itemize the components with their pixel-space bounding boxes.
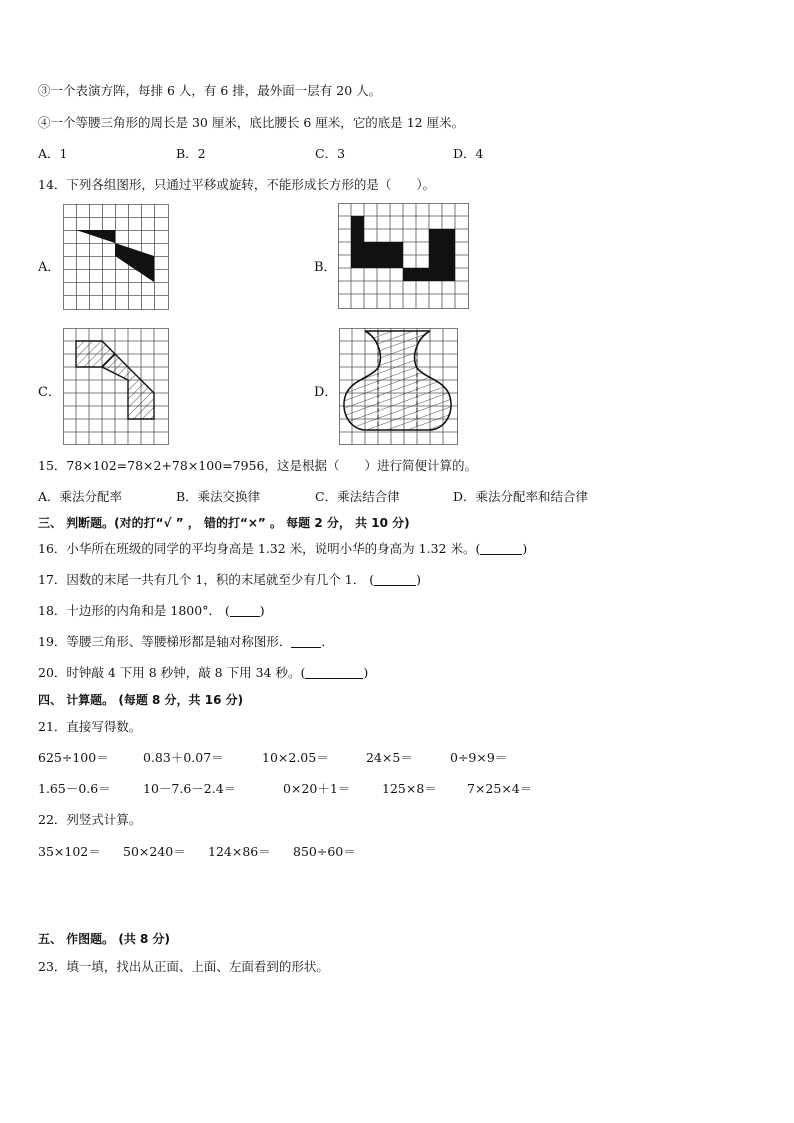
shape-a-triangle [76,230,115,243]
q17 [38,572,421,588]
q13-option-a[interactable]: A．1 [38,146,68,161]
q15-option-c[interactable]: C．乘法结合律 [315,489,400,504]
shape-a-triangle-2 [115,243,154,282]
q21-r2-c3[interactable]: 0×20＋1＝ [283,781,351,796]
shape-d-vase [344,331,451,430]
q19-text: 19．等腰三角形、等腰梯形都是轴对称图形． [38,634,292,649]
q21-r1-c4[interactable]: 24×5＝ [366,750,413,765]
section-3-title: 三、 判断题。(对的打“√ ” ， 错的打“×” 。 每题 2 分， 共 10 分) [38,516,410,530]
q17-text: 17．因数的末尾一共有几个 1，积的末尾就至少有几个 1． ( [38,572,375,587]
q20 [38,665,368,681]
q18 [38,603,265,619]
q13-item-3: ③一个表演方阵，每排 6 人，有 6 排，最外面一层有 20 人。 [38,83,382,98]
section-4-title: 四、 计算题。 (每题 8 分，共 16 分) [38,693,244,707]
q23-stem: 23．填一填，找出从正面、上面、左面看到的形状。 [38,959,329,974]
q13-option-d[interactable]: D．4 [453,146,484,161]
q15-option-b[interactable]: B．乘法交换律 [176,489,261,504]
q17-close: ) [416,572,422,587]
q15-option-a[interactable]: A．乘法分配率 [38,489,123,504]
q13-item-4: ④一个等腰三角形的周长是 30 厘米，底比腰长 6 厘米，它的底是 12 厘米。 [38,115,465,130]
q14-grid-d[interactable] [339,328,458,445]
q22-c2[interactable]: 50×240＝ [123,844,186,859]
q16-text: 16．小华所在班级的同学的平均身高是 1.32 米，说明小华的身高为 1.32 米。( [38,541,481,556]
q18-close: ) [259,603,265,618]
q16-close: ) [522,541,528,556]
q22-c4[interactable]: 850÷60＝ [293,844,356,859]
q21-r2-c5[interactable]: 7×25×4＝ [467,781,533,796]
section-5-title: 五、 作图题。 (共 8 分) [38,932,171,946]
q21-stem: 21．直接写得数。 [38,719,142,734]
q21-r1-c3[interactable]: 10×2.05＝ [262,750,329,765]
q15-option-d[interactable]: D．乘法分配率和结合律 [453,489,589,504]
q16 [38,541,527,557]
q14-label-c[interactable]: C． [38,385,61,400]
q14-label-d[interactable]: D． [314,385,338,400]
q21-r2-c2[interactable]: 10－7.6－2.4＝ [143,781,237,796]
q13-option-c[interactable]: C．3 [315,146,346,161]
q14-grid-c[interactable] [63,328,169,445]
q22-c1[interactable]: 35×102＝ [38,844,101,859]
q20-answer-blank[interactable] [305,666,363,679]
q20-close: ) [363,665,369,680]
q21-r1-c2[interactable]: 0.83＋0.07＝ [143,750,224,765]
q21-r1-c1[interactable]: 625÷100＝ [38,750,109,765]
q14-stem: 14．下列各组图形，只通过平移或旋转，不能形成长方形的是（ ）。 [38,177,436,192]
q14-label-b[interactable]: B． [314,260,337,275]
q14-grid-b[interactable] [338,203,469,309]
q13-option-b[interactable]: B．2 [176,146,206,161]
q16-answer-blank[interactable] [480,542,522,555]
q18-text: 18．十边形的内角和是 1800°． ( [38,603,230,618]
q20-text: 20．时钟敲 4 下用 8 秒钟，敲 8 下用 34 秒。( [38,665,306,680]
q21-r2-c1[interactable]: 1.65－0.6＝ [38,781,111,796]
q19 [38,634,334,650]
q22-c3[interactable]: 124×86＝ [208,844,271,859]
q14-label-a[interactable]: A． [38,260,61,275]
q17-answer-blank[interactable] [374,573,416,586]
q14-grid-a[interactable] [63,204,169,310]
q21-r1-c5[interactable]: 0÷9×9＝ [450,750,508,765]
q22-stem: 22．列竖式计算。 [38,812,142,827]
q19-dot: ． [321,634,334,649]
q15-stem: 15．78×102=78×2+78×100=7956，这是根据（ ）进行简便计算的。 [38,458,477,473]
q19-answer-blank[interactable] [291,635,321,648]
q21-r2-c4[interactable]: 125×8＝ [382,781,437,796]
q18-answer-blank[interactable] [230,604,260,617]
